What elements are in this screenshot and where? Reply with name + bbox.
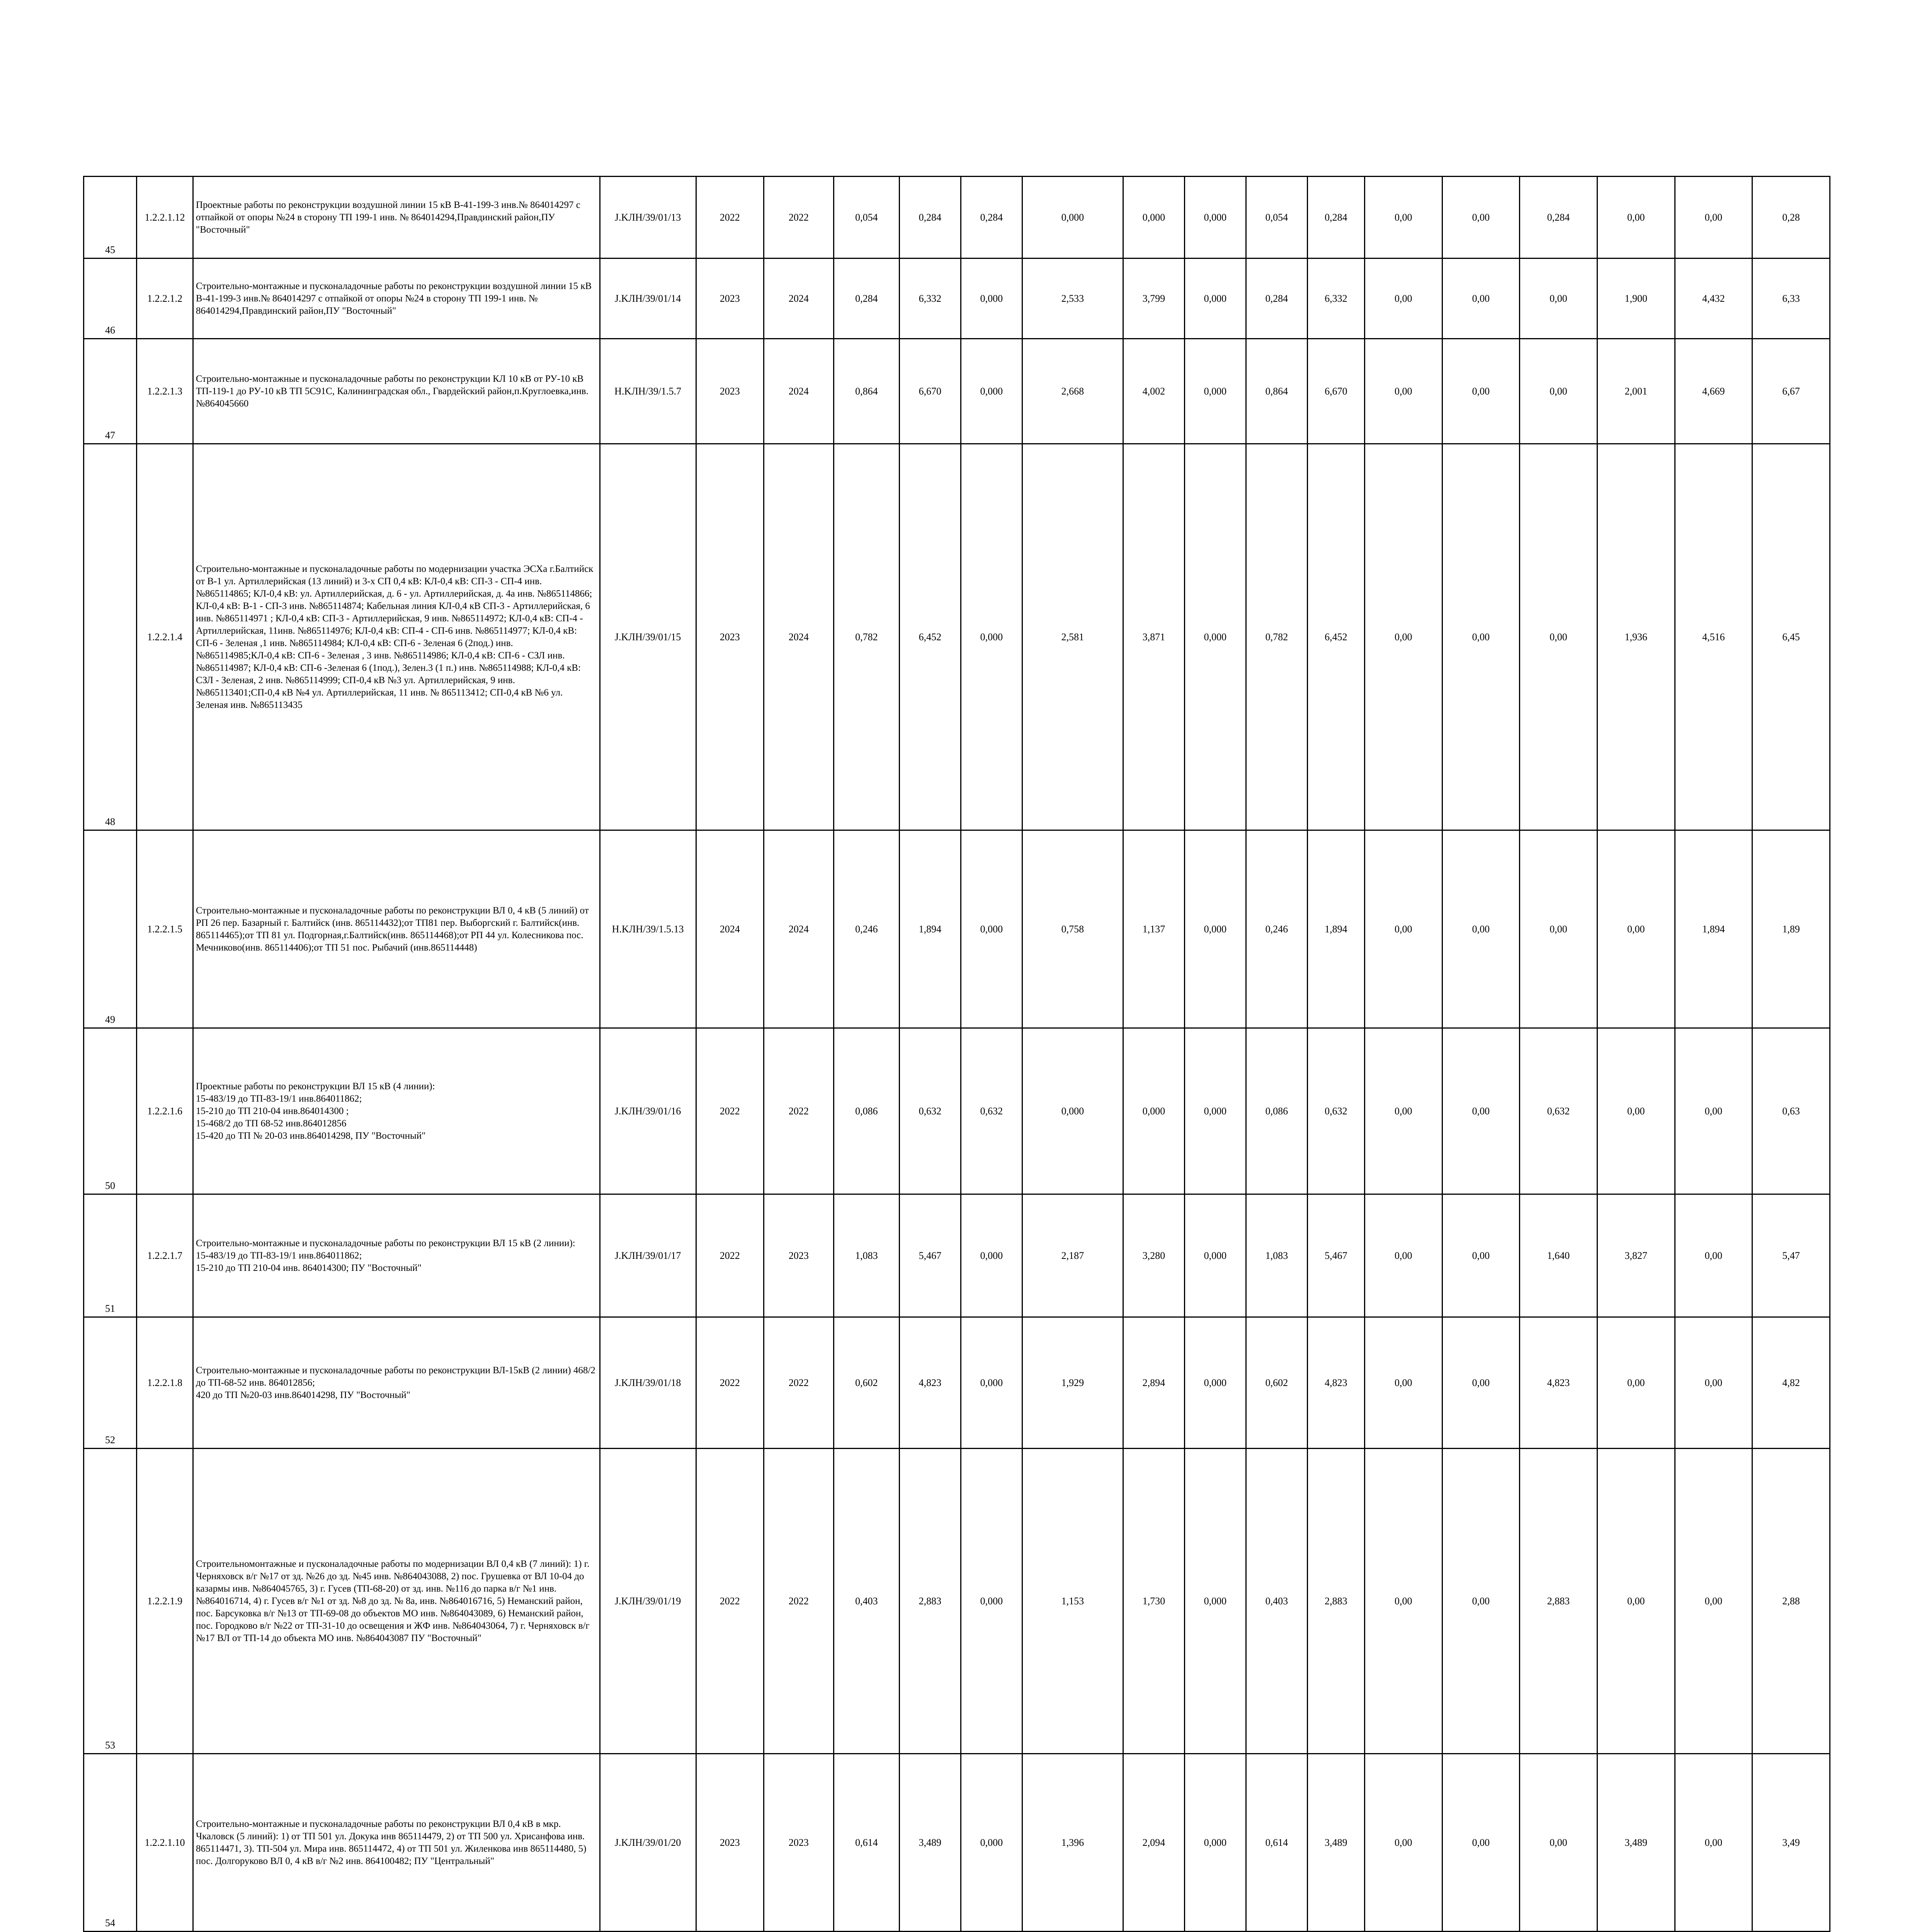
description-cell: Строительно-монтажные и пусконаладочные работы по реконструкции ВЛ-15кВ (2 линии) 468/2 до ТП-68-52 инв. 864012856; 420 до ТП №20-03 инв.864014298, ПУ "Восточный" (193, 1317, 600, 1449)
end-year-cell: 2022 (764, 177, 833, 259)
value-cell: 0,00 (1675, 1754, 1752, 1932)
value-cell: 0,00 (1364, 1194, 1442, 1317)
value-cell: 3,489 (1307, 1754, 1364, 1932)
item-code-cell: 1.2.2.1.8 (137, 1317, 193, 1449)
value-cell: 0,246 (1246, 830, 1307, 1028)
value-cell: 0,000 (1184, 177, 1246, 259)
row-number-cell: 53 (84, 1449, 137, 1754)
item-code-cell: 1.2.2.1.6 (137, 1028, 193, 1194)
value-cell: 1,640 (1520, 1194, 1597, 1317)
value-cell: 0,000 (1184, 1028, 1246, 1194)
value-cell: 6,670 (899, 339, 961, 444)
start-year-cell: 2022 (696, 177, 764, 259)
row-number-cell: 49 (84, 830, 137, 1028)
table-row (84, 1449, 1830, 1754)
value-cell: 1,396 (1022, 1754, 1123, 1932)
description-cell: Строительно-монтажные и пусконаладочные работы по реконструкции воздушной линии 15 кВ В-41-199-3 инв.№ 864014297 с отпайкой от опоры №24 в сторону ТП 199-1 инв. № 864014294,Правдинский район,ПУ "Восточный" (193, 259, 600, 339)
end-year-cell: 2024 (764, 339, 833, 444)
start-year-cell: 2022 (696, 1194, 764, 1317)
value-cell: 1,137 (1123, 830, 1184, 1028)
row-number-cell: 54 (84, 1754, 137, 1932)
value-cell: 0,00 (1364, 1754, 1442, 1932)
description-cell: Строительномонтажные и пусконаладочные работы по модернизации ВЛ 0,4 кВ (7 линий): 1) г. Черняховск в/г №17 от зд. №26 до зд. №45 инв. №864043088, 2) пос. Грушевка от ВЛ 10-04 до казармы инв. №864045765, 3) г. Гусев (ТП-68-20) от зд. инв. №116 до парка в/г №1 инв. №864016714, 4) г. Гусев в/г №1 от зд. №8 до зд. № 8а, инв. №864016716, 5) Неманский район, пос. Барсуковка в/г №13 от ТП-69-08 до объектов МО инв. №864043089, 6) Неманский район, пос. Городково в/г №22 от ТП-31-10 до освещения и ЖФ инв. №864043064, 7) г. Черняховск в/г №17 ВЛ от ТП-14 до объекта МО инв. №864043087 ПУ "Восточный" (193, 1449, 600, 1754)
row-number-cell: 46 (84, 259, 137, 339)
project-id-cell: J.KЛН/39/01/14 (600, 259, 696, 339)
value-cell: 0,614 (833, 1754, 899, 1932)
item-code-cell: 1.2.2.1.7 (137, 1194, 193, 1317)
value-cell: 0,632 (961, 1028, 1022, 1194)
value-cell: 0,000 (961, 1754, 1022, 1932)
value-cell: 0,632 (899, 1028, 961, 1194)
value-cell: 0,00 (1364, 1028, 1442, 1194)
start-year-cell: 2024 (696, 830, 764, 1028)
value-cell: 0,00 (1597, 177, 1675, 259)
project-id-cell: J.KЛН/39/01/15 (600, 444, 696, 830)
end-year-cell: 2022 (764, 1449, 833, 1754)
value-cell: 2,533 (1022, 259, 1123, 339)
value-cell: 0,00 (1442, 1754, 1520, 1932)
description-cell: Строительно-монтажные и пусконаладочные работы по реконструкции ВЛ 0, 4 кВ (5 линий) от РП 26 пер. Базарный г. Балтийск (инв. 865114432);от ТП81 пер. Выборгский г. Балтийск(инв. 865114465);от ТП 81 ул. Подгорная,г.Балтийск(инв. 865114468);от РП 44 ул. Колесникова пос. Мечниково(инв. 865114406);от ТП 51 пос. Рыбачий (инв.865114448) (193, 830, 600, 1028)
value-cell: 0,632 (1307, 1028, 1364, 1194)
value-cell: 0,00 (1675, 1194, 1752, 1317)
row-number-cell: 45 (84, 177, 137, 259)
value-cell: 6,67 (1752, 339, 1830, 444)
value-cell: 0,00 (1442, 444, 1520, 830)
value-cell: 0,000 (1184, 339, 1246, 444)
description-cell: Строительно-монтажные и пусконаладочные работы по реконструкции ВЛ 0,4 кВ в мкр. Чкаловск (5 линий): 1) от ТП 501 ул. Докука инв 865114479, 2) от ТП 500 ул. Хрисанфова инв. 865114471, 3). ТП-504 ул. Мира инв. 865114472, 4) от ТП 501 ул. Жиленкова инв 865114480, 5) пос. Долгоруково ВЛ 0, 4 кВ в/г №2 инв. 864100482; ПУ "Центральный" (193, 1754, 600, 1932)
value-cell: 4,823 (1307, 1317, 1364, 1449)
value-cell: 0,758 (1022, 830, 1123, 1028)
value-cell: 3,489 (1597, 1754, 1675, 1932)
item-code-cell: 1.2.2.1.10 (137, 1754, 193, 1932)
table-row (84, 1028, 1830, 1194)
value-cell: 0,864 (833, 339, 899, 444)
value-cell: 0,000 (1184, 1317, 1246, 1449)
value-cell: 4,823 (899, 1317, 961, 1449)
value-cell: 0,00 (1364, 259, 1442, 339)
item-code-cell: 1.2.2.1.3 (137, 339, 193, 444)
value-cell: 3,489 (899, 1754, 961, 1932)
value-cell: 0,00 (1364, 830, 1442, 1028)
value-cell: 2,88 (1752, 1449, 1830, 1754)
table-row (84, 1194, 1830, 1317)
value-cell: 0,000 (1184, 444, 1246, 830)
value-cell: 6,332 (1307, 259, 1364, 339)
value-cell: 0,000 (961, 1194, 1022, 1317)
value-cell: 3,827 (1597, 1194, 1675, 1317)
row-number-cell: 51 (84, 1194, 137, 1317)
value-cell: 0,00 (1442, 1449, 1520, 1754)
end-year-cell: 2023 (764, 1194, 833, 1317)
value-cell: 0,000 (1184, 259, 1246, 339)
value-cell: 1,900 (1597, 259, 1675, 339)
value-cell: 0,00 (1442, 177, 1520, 259)
table-row (84, 339, 1830, 444)
value-cell: 4,82 (1752, 1317, 1830, 1449)
start-year-cell: 2022 (696, 1028, 764, 1194)
value-cell: 0,086 (833, 1028, 899, 1194)
value-cell: 0,00 (1597, 1317, 1675, 1449)
end-year-cell: 2024 (764, 830, 833, 1028)
row-number-cell: 48 (84, 444, 137, 830)
project-id-cell: H.KЛН/39/1.5.13 (600, 830, 696, 1028)
value-cell: 3,280 (1123, 1194, 1184, 1317)
value-cell: 2,894 (1123, 1317, 1184, 1449)
item-code-cell: 1.2.2.1.2 (137, 259, 193, 339)
table-row (84, 1754, 1830, 1932)
end-year-cell: 2024 (764, 259, 833, 339)
row-number-cell: 47 (84, 339, 137, 444)
value-cell: 4,516 (1675, 444, 1752, 830)
value-cell: 2,094 (1123, 1754, 1184, 1932)
value-cell: 1,894 (899, 830, 961, 1028)
project-id-cell: J.KЛН/39/01/19 (600, 1449, 696, 1754)
project-id-cell: J.KЛН/39/01/18 (600, 1317, 696, 1449)
value-cell: 0,00 (1675, 1028, 1752, 1194)
value-cell: 4,669 (1675, 339, 1752, 444)
value-cell: 0,000 (1184, 1194, 1246, 1317)
project-id-cell: J.KЛН/39/01/16 (600, 1028, 696, 1194)
value-cell: 0,000 (961, 1317, 1022, 1449)
value-cell: 3,871 (1123, 444, 1184, 830)
value-cell: 0,00 (1442, 830, 1520, 1028)
value-cell: 6,670 (1307, 339, 1364, 444)
value-cell: 1,894 (1307, 830, 1364, 1028)
value-cell: 0,63 (1752, 1028, 1830, 1194)
value-cell: 0,284 (1520, 177, 1597, 259)
value-cell: 1,153 (1022, 1449, 1123, 1754)
value-cell: 0,000 (961, 259, 1022, 339)
value-cell: 0,00 (1520, 1754, 1597, 1932)
value-cell: 2,883 (1520, 1449, 1597, 1754)
value-cell: 0,00 (1442, 339, 1520, 444)
value-cell: 2,668 (1022, 339, 1123, 444)
value-cell: 0,00 (1597, 830, 1675, 1028)
value-cell: 0,000 (1022, 1028, 1123, 1194)
value-cell: 0,00 (1442, 1317, 1520, 1449)
start-year-cell: 2022 (696, 1449, 764, 1754)
value-cell: 0,602 (1246, 1317, 1307, 1449)
value-cell: 0,000 (961, 444, 1022, 830)
start-year-cell: 2023 (696, 444, 764, 830)
description-cell: Проектные работы по реконструкции воздушной линии 15 кВ В-41-199-3 инв.№ 864014297 с отпайкой от опоры №24 в сторону ТП 199-1 инв. № 864014294,Правдинский район,ПУ "Восточный" (193, 177, 600, 259)
value-cell: 0,602 (833, 1317, 899, 1449)
value-cell: 1,083 (1246, 1194, 1307, 1317)
value-cell: 0,00 (1364, 1317, 1442, 1449)
value-cell: 0,403 (1246, 1449, 1307, 1754)
value-cell: 4,823 (1520, 1317, 1597, 1449)
value-cell: 0,000 (1184, 1754, 1246, 1932)
value-cell: 6,332 (899, 259, 961, 339)
value-cell: 0,00 (1597, 1449, 1675, 1754)
value-cell: 0,00 (1364, 444, 1442, 830)
value-cell: 5,47 (1752, 1194, 1830, 1317)
value-cell: 0,00 (1675, 1449, 1752, 1754)
value-cell: 0,284 (899, 177, 961, 259)
value-cell: 0,403 (833, 1449, 899, 1754)
value-cell: 2,187 (1022, 1194, 1123, 1317)
value-cell: 0,00 (1442, 259, 1520, 339)
value-cell: 1,929 (1022, 1317, 1123, 1449)
value-cell: 0,632 (1520, 1028, 1597, 1194)
value-cell: 1,936 (1597, 444, 1675, 830)
description-cell: Проектные работы по реконструкции ВЛ 15 кВ (4 линии): 15-483/19 до ТП-83-19/1 инв.864011862; 15-210 до ТП 210-04 инв.864014300 ; 15-468/2 до ТП 68-52 инв.864012856 15-420 до ТП № 20-03 инв.864014298, ПУ "Восточный" (193, 1028, 600, 1194)
item-code-cell: 1.2.2.1.9 (137, 1449, 193, 1754)
value-cell: 6,452 (899, 444, 961, 830)
table-row (84, 259, 1830, 339)
item-code-cell: 1.2.2.1.5 (137, 830, 193, 1028)
value-cell: 6,45 (1752, 444, 1830, 830)
value-cell: 0,000 (1022, 177, 1123, 259)
value-cell: 3,49 (1752, 1754, 1830, 1932)
value-cell: 0,284 (833, 259, 899, 339)
item-code-cell: 1.2.2.1.12 (137, 177, 193, 259)
value-cell: 0,00 (1675, 177, 1752, 259)
project-id-cell: J.KЛН/39/01/20 (600, 1754, 696, 1932)
row-number-cell: 50 (84, 1028, 137, 1194)
start-year-cell: 2023 (696, 339, 764, 444)
end-year-cell: 2022 (764, 1317, 833, 1449)
value-cell: 6,452 (1307, 444, 1364, 830)
table-row (84, 830, 1830, 1028)
investment-program-table (83, 176, 1830, 1932)
value-cell: 1,730 (1123, 1449, 1184, 1754)
description-cell: Строительно-монтажные и пусконаладочные работы по реконструкции КЛ 10 кВ от РУ-10 кВ ТП-119-1 до РУ-10 кВ ТП 5С91С, Калининградская обл., Гвардейский район,п.Круглоевка,инв.№864045660 (193, 339, 600, 444)
value-cell: 2,001 (1597, 339, 1675, 444)
item-code-cell: 1.2.2.1.4 (137, 444, 193, 830)
value-cell: 0,000 (961, 339, 1022, 444)
value-cell: 0,00 (1520, 339, 1597, 444)
start-year-cell: 2023 (696, 1754, 764, 1932)
table-row (84, 444, 1830, 830)
value-cell: 0,054 (833, 177, 899, 259)
value-cell: 0,28 (1752, 177, 1830, 259)
value-cell: 0,00 (1675, 1317, 1752, 1449)
end-year-cell: 2022 (764, 1028, 833, 1194)
value-cell: 0,00 (1520, 259, 1597, 339)
value-cell: 0,000 (961, 1449, 1022, 1754)
value-cell: 2,581 (1022, 444, 1123, 830)
value-cell: 2,883 (899, 1449, 961, 1754)
value-cell: 0,782 (1246, 444, 1307, 830)
value-cell: 0,284 (1246, 259, 1307, 339)
value-cell: 0,00 (1520, 830, 1597, 1028)
value-cell: 0,000 (961, 830, 1022, 1028)
value-cell: 1,894 (1675, 830, 1752, 1028)
value-cell: 1,89 (1752, 830, 1830, 1028)
value-cell: 0,086 (1246, 1028, 1307, 1194)
value-cell: 1,083 (833, 1194, 899, 1317)
value-cell: 5,467 (1307, 1194, 1364, 1317)
value-cell: 0,614 (1246, 1754, 1307, 1932)
start-year-cell: 2023 (696, 259, 764, 339)
start-year-cell: 2022 (696, 1317, 764, 1449)
value-cell: 0,00 (1364, 177, 1442, 259)
value-cell: 6,33 (1752, 259, 1830, 339)
value-cell: 0,00 (1364, 1449, 1442, 1754)
value-cell: 2,883 (1307, 1449, 1364, 1754)
table-row (84, 177, 1830, 259)
value-cell: 0,284 (1307, 177, 1364, 259)
end-year-cell: 2024 (764, 444, 833, 830)
value-cell: 3,799 (1123, 259, 1184, 339)
value-cell: 0,000 (1184, 1449, 1246, 1754)
value-cell: 0,000 (1184, 830, 1246, 1028)
value-cell: 0,000 (1123, 177, 1184, 259)
value-cell: 4,002 (1123, 339, 1184, 444)
description-cell: Строительно-монтажные и пусконаладочные работы по реконструкции ВЛ 15 кВ (2 линии): 15-483/19 до ТП-83-19/1 инв.864011862; 15-210 до ТП 210-04 инв. 864014300; ПУ "Восточный" (193, 1194, 600, 1317)
row-number-cell: 52 (84, 1317, 137, 1449)
project-id-cell: J.KЛН/39/01/13 (600, 177, 696, 259)
value-cell: 0,246 (833, 830, 899, 1028)
project-id-cell: H.KЛН/39/1.5.7 (600, 339, 696, 444)
value-cell: 0,864 (1246, 339, 1307, 444)
end-year-cell: 2023 (764, 1754, 833, 1932)
description-cell: Строительно-монтажные и пусконаладочные работы по модернизации участка ЭСХа г.Балтийск от В-1 ул. Артиллерийская (13 линий) и 3-х СП 0,4 кВ: КЛ-0,4 кВ: СП-3 - СП-4 инв. №865114865; КЛ-0,4 кВ: ул. Артиллерийская, д. 6 - ул. Артиллерийская, д. 4а инв. №865114866; КЛ-0,4 кВ: В-1 - СП-3 инв. №865114874; Кабельная линия КЛ-0,4 кВ СП-3 - Артиллерийская, 6 инв. №865114971 ; КЛ-0,4 кВ: СП-3 - Артиллерийская, 9 инв. №865114972; КЛ-0,4 кВ: СП-4 - Артиллерийская, 11инв. №865114976; КЛ-0,4 кВ: СП-4 - СП-6 инв. №865114977; КЛ-0,4 кВ: СП-6 - Зеленая ,1 инв. №865114984; КЛ-0,4 кВ: СП-6 - Зеленая 6 (2под.) инв. №865114985;КЛ-0,4 кВ: СП-6 - Зеленая , 3 инв. №865114986; КЛ-0,4 кВ: СП-6 - СЗЛ инв. №865114987; КЛ-0,4 кВ: СП-6 -Зеленая 6 (1под.), Зелен.3 (1 п.) инв. №865114988; КЛ-0,4 кВ: СЗЛ - Зеленая, 2 инв. №865114999; СП-0,4 кВ №3 ул. Артиллерийская, 9 инв. №865113401;СП-0,4 кВ №4 ул. Артиллерийская, 11 инв. № 865113412; СП-0,4 кВ №6 ул. Зеленая инв. №865113435 (193, 444, 600, 830)
value-cell: 0,054 (1246, 177, 1307, 259)
value-cell: 0,284 (961, 177, 1022, 259)
value-cell: 4,432 (1675, 259, 1752, 339)
project-id-cell: J.KЛН/39/01/17 (600, 1194, 696, 1317)
value-cell: 0,00 (1597, 1028, 1675, 1194)
value-cell: 0,00 (1520, 444, 1597, 830)
value-cell: 0,782 (833, 444, 899, 830)
value-cell: 0,00 (1442, 1194, 1520, 1317)
value-cell: 0,00 (1364, 339, 1442, 444)
value-cell: 0,000 (1123, 1028, 1184, 1194)
value-cell: 0,00 (1442, 1028, 1520, 1194)
table-row (84, 1317, 1830, 1449)
value-cell: 5,467 (899, 1194, 961, 1317)
